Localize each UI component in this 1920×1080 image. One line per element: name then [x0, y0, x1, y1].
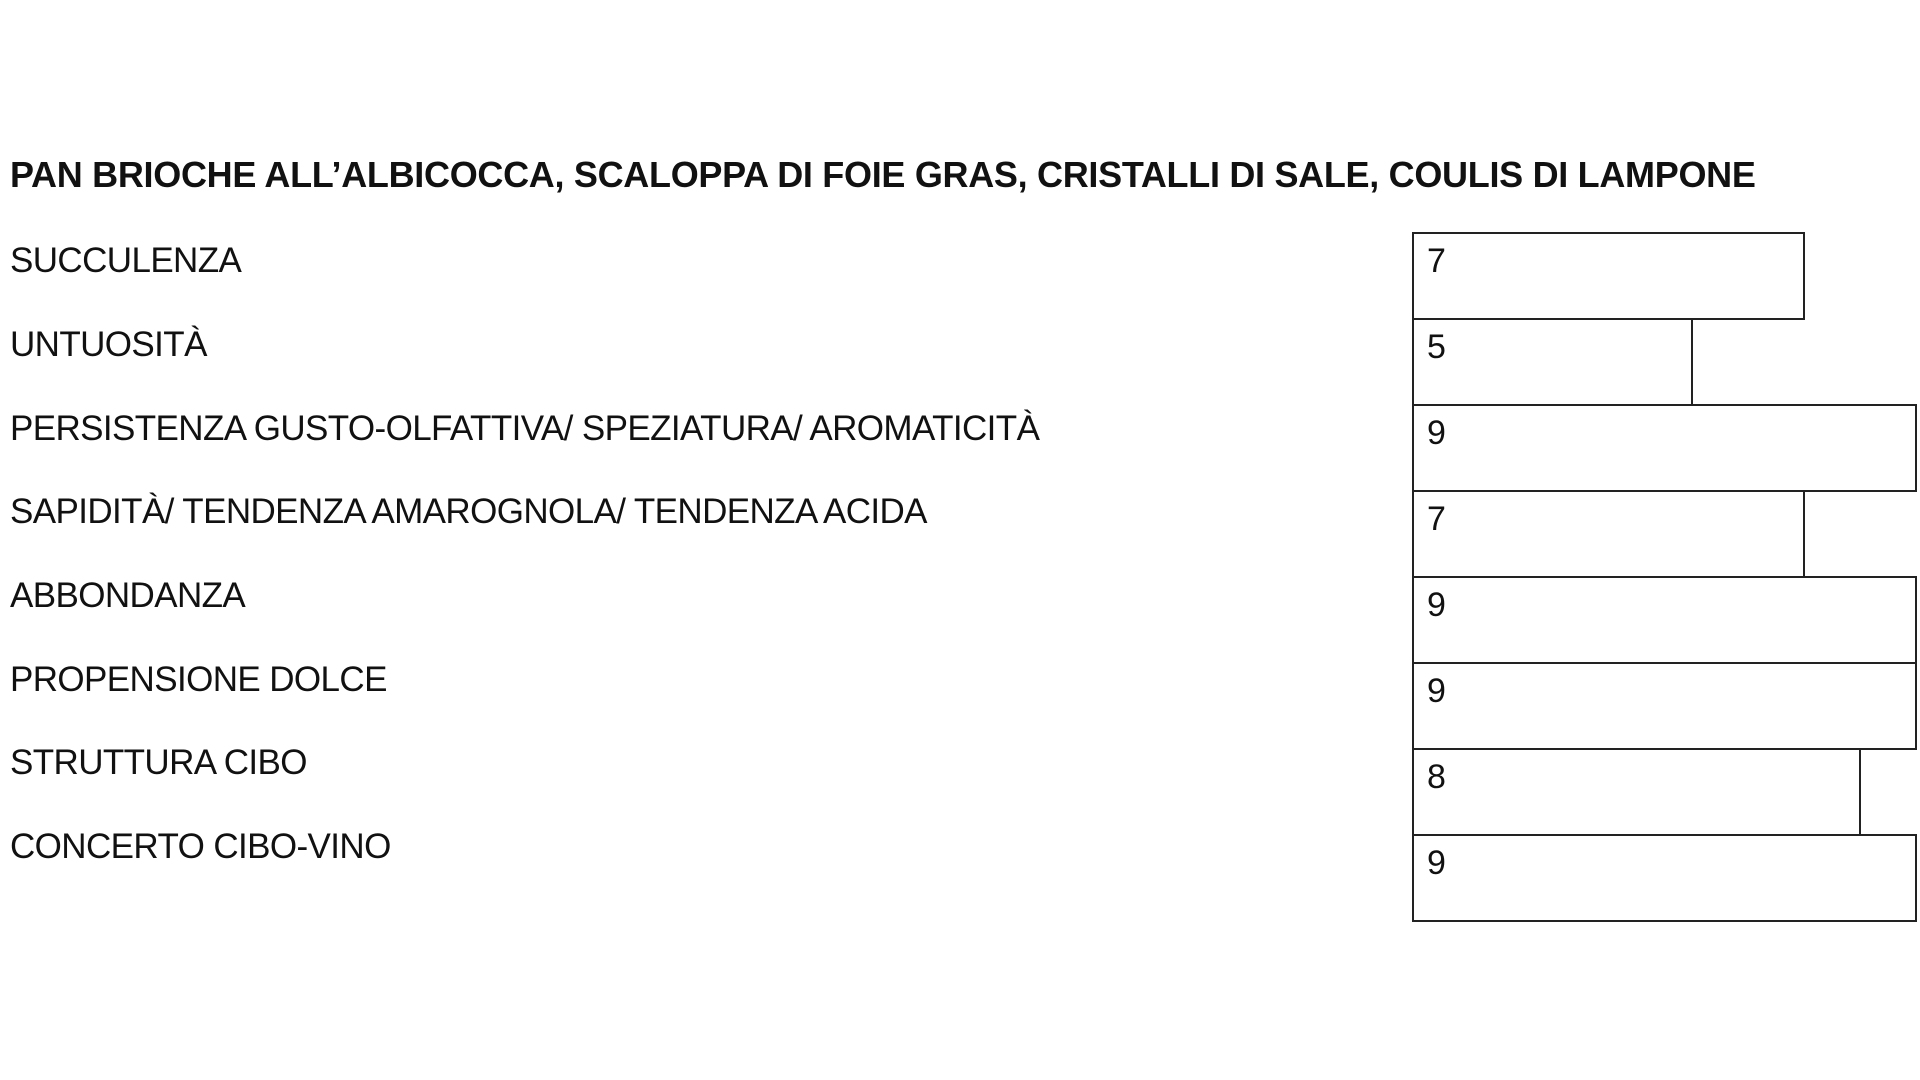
bar-value-label: 9 — [1427, 586, 1446, 624]
category-label: PERSISTENZA GUSTO-OLFATTIVA/ SPEZIATURA/ AROMATICITÀ — [10, 409, 1040, 448]
bar-value-label: 5 — [1427, 328, 1446, 366]
category-label: UNTUOSITÀ — [10, 325, 207, 364]
bar-value-label: 7 — [1427, 242, 1446, 280]
bar — [1412, 490, 1805, 578]
bar — [1412, 404, 1917, 492]
bar — [1412, 748, 1861, 836]
bar — [1412, 232, 1805, 320]
bar — [1412, 576, 1917, 664]
category-label: STRUTTURA CIBO — [10, 743, 307, 782]
bar-value-label: 9 — [1427, 844, 1446, 882]
chart-title: PAN BRIOCHE ALL’ALBICOCCA, SCALOPPA DI FOIE GRAS, CRISTALLI DI SALE, COULIS DI LAMPONE — [10, 154, 1756, 195]
bar-value-label: 8 — [1427, 758, 1446, 796]
bar — [1412, 662, 1917, 750]
bar-value-label: 9 — [1427, 414, 1446, 452]
category-label: PROPENSIONE DOLCE — [10, 660, 387, 699]
bar — [1412, 318, 1693, 406]
bar-value-label: 7 — [1427, 500, 1446, 538]
category-label: ABBONDANZA — [10, 576, 246, 615]
bar-value-label: 9 — [1427, 672, 1446, 710]
category-label: SAPIDITÀ/ TENDENZA AMAROGNOLA/ TENDENZA ACIDA — [10, 492, 927, 531]
category-label: CONCERTO CIBO-VINO — [10, 827, 391, 866]
category-label: SUCCULENZA — [10, 241, 242, 280]
bar — [1412, 834, 1917, 922]
